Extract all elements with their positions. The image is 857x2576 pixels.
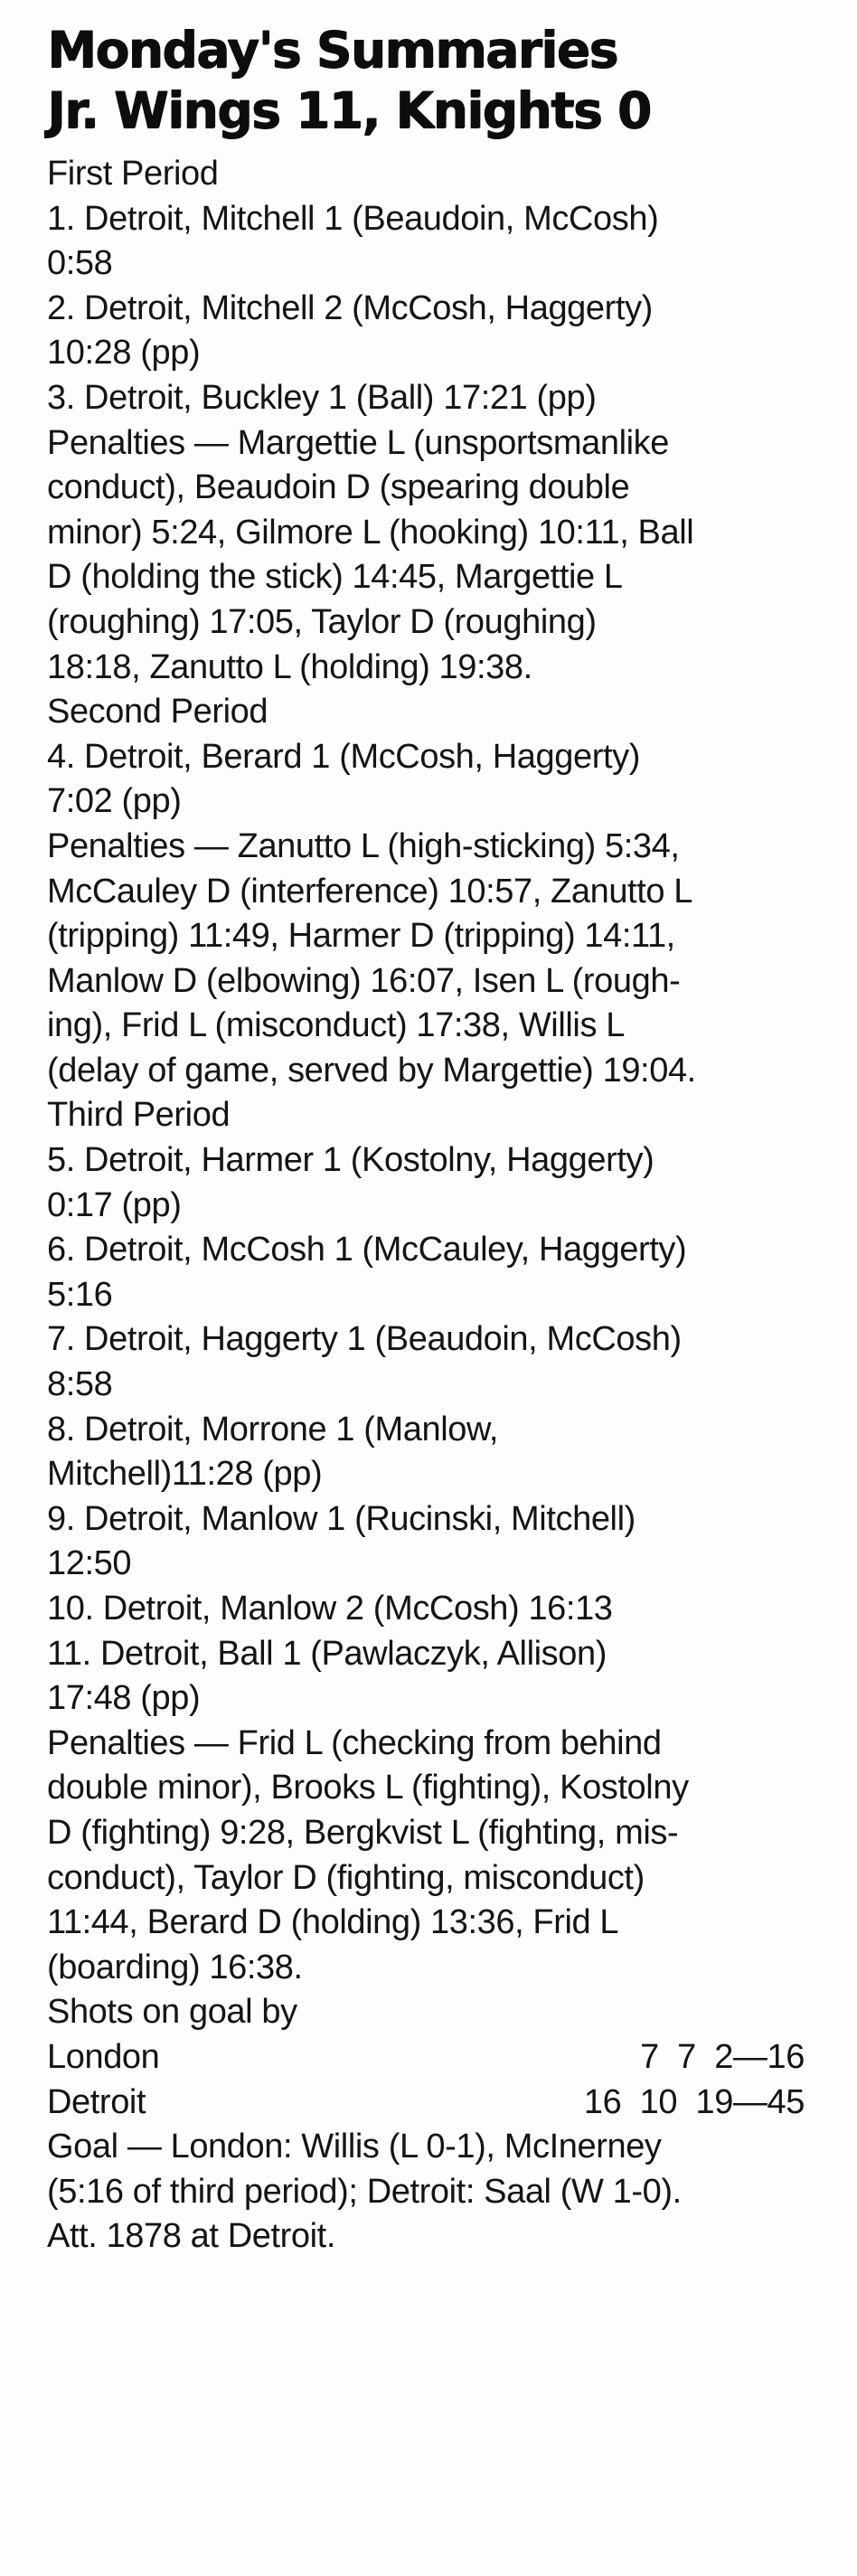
goalie-line: (5:16 of third period); Detroit: Saal (W 1-0). [47,2172,682,2211]
summary-line: 1. Detroit, Mitchell 1 (Beaudoin, McCosh) [47,199,659,238]
summary-line: 6. Detroit, McCosh 1 (McCauley, Haggerty) [47,1231,687,1269]
summary-line: 2. Detroit, Mitchell 2 (McCosh, Haggerty) [47,288,653,327]
summary-line: 8:58 [47,1365,113,1404]
shots-team-name: Detroit [47,2082,146,2121]
summary-line: 4. Detroit, Berard 1 (McCosh, Haggerty) [47,737,640,776]
summary-line: Penalties — Frid L (checking from behind [47,1723,662,1762]
summary-line: 10:28 (pp) [47,334,201,373]
summary-line: McCauley D (interference) 10:57, Zanutto L [47,872,692,911]
summary-line: 0:17 (pp) [47,1185,182,1224]
summary-line: 11. Detroit, Ball 1 (Pawlaczyk, Allison) [47,1634,607,1673]
headline [47,20,821,141]
summary-line: (boarding) 16:38. [47,1948,303,1986]
headline-line: Jr. Wings 11, Knights 0 [47,81,651,139]
summary-line: conduct), Beaudoin D (spearing double [47,468,630,507]
summary-line: 5:16 [47,1275,113,1314]
summary-line: 18:18, Zanutto L (holding) 19:38. [47,647,532,686]
summary-line: D (fighting) 9:28, Bergkvist L (fighting, mis- [47,1813,679,1852]
summary-line: 10. Detroit, Manlow 2 (McCosh) 16:13 [47,1590,613,1628]
goalie-line: Goal — London: Willis (L 0-1), McInerney [47,2128,662,2166]
headline-line: Monday's Summaries [47,21,617,79]
summary-line: Manlow D (elbowing) 16:07, Isen L (rough- [47,961,681,1000]
summary-line: (tripping) 11:49, Harmer D (tripping) 14:11, [47,917,675,956]
shots-team-name: London [47,2037,160,2076]
summary-line: conduct), Taylor D (fighting, misconduct) [47,1858,645,1897]
shots-row-london [47,2035,805,2081]
shots-heading: Shots on goal by [47,1993,297,2032]
shots-totals: 7 7 2—16 [640,2037,805,2076]
summary-line: ing), Frid L (misconduct) 17:38, Willis L [47,1006,625,1045]
summary-line: double minor), Brooks L (fighting), Kostolny [47,1769,689,1807]
summary-line: Mitchell)11:28 (pp) [47,1455,323,1494]
summary-line: Penalties — Zanutto L (high-sticking) 5:34, [47,826,680,865]
period-heading: Third Period [47,1096,231,1135]
summary-line: 12:50 [47,1544,132,1583]
summary-line: 11:44, Berard D (holding) 13:36, Frid L [47,1903,619,1942]
summary-line: 8. Detroit, Morrone 1 (Manlow, [47,1410,499,1448]
period-heading: First Period [47,155,219,193]
summary-line: 9. Detroit, Manlow 1 (Rucinski, Mitchell) [47,1499,636,1538]
summary-line: minor) 5:24, Gilmore L (hooking) 10:11, Ball [47,513,694,552]
summary-line: 5. Detroit, Harmer 1 (Kostolny, Haggerty) [47,1141,655,1180]
summary-line: 3. Detroit, Buckley 1 (Ball) 17:21 (pp) [47,378,597,417]
summary-line: D (holding the stick) 14:45, Margettie L [47,558,623,597]
shots-row-detroit [47,2081,805,2126]
period-heading: Second Period [47,693,268,731]
summary-line: 7. Detroit, Haggerty 1 (Beaudoin, McCosh) [47,1320,682,1359]
attendance-line: Att. 1878 at Detroit. [47,2217,335,2256]
shots-totals: 16 10 19—45 [583,2082,805,2121]
game-summary [47,152,821,2260]
summary-line: (roughing) 17:05, Taylor D (roughing) [47,602,597,641]
summary-line: 0:58 [47,244,113,283]
summary-line: 17:48 (pp) [47,1679,201,1718]
summary-line: 7:02 (pp) [47,782,182,821]
summary-line: (delay of game, served by Margettie) 19:04. [47,1051,696,1090]
summary-line: Penalties — Margettie L (unsportsmanlike [47,423,670,462]
